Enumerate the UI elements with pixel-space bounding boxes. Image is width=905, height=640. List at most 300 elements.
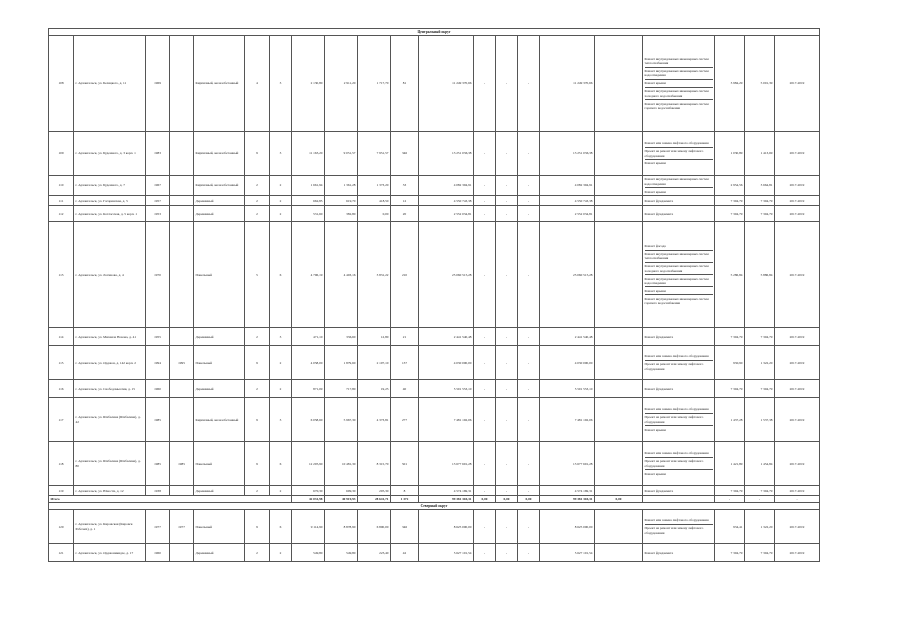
cell-p3: - xyxy=(518,222,540,328)
cell-no: 112 xyxy=(49,206,74,222)
cell-a2: 336,60 xyxy=(325,328,358,346)
cell-a3: 4 373,81 xyxy=(358,398,391,442)
cell-lim: 7 304,79 xyxy=(745,206,775,222)
section-header-central: Центральный округ xyxy=(49,29,820,36)
cell-material: Панельный xyxy=(194,442,245,486)
cell-a1: 12 205,90 xyxy=(292,442,325,486)
cell-lim: 7 304,79 xyxy=(745,544,775,562)
cell-cost: 11 249 370,66 xyxy=(419,36,474,132)
cell-lim: 7 304,79 xyxy=(745,328,775,346)
cell-a2: 8 878,90 xyxy=(325,510,358,544)
total-empty xyxy=(643,496,715,503)
cell-a1: 1 661,94 xyxy=(292,176,325,196)
cell-addr: г. Архангельск, ул. Свободомыслия, д. 15 xyxy=(74,380,146,398)
cell-material: Деревянный xyxy=(194,380,245,398)
cell-floors: 9 xyxy=(245,442,270,486)
cell-pz xyxy=(595,132,643,176)
cell-addr: г. Архангельск, ул. Шабалина (Шабалина), д. 80 xyxy=(74,442,146,486)
cell-material: Деревянный xyxy=(194,486,245,496)
cell-uc: 7 304,79 xyxy=(715,486,745,496)
cell-total: 8 625 000,00 xyxy=(540,510,595,544)
cell-a3: 8 315,70 xyxy=(358,442,391,486)
work-item: Проект на ремонт или замену лифтового оборудования xyxy=(645,148,713,160)
cell-addr: г. Архангельск, ул. Буденного, д. 3 корп. 1 xyxy=(74,132,146,176)
cell-term: 2017-2019 xyxy=(775,206,820,222)
work-item: Ремонт крыши xyxy=(644,427,666,432)
cell-pz xyxy=(595,176,643,196)
cell-cost: 25 060 515,28 xyxy=(419,222,474,328)
cell-material: Деревянный xyxy=(194,206,245,222)
cell-people: 42 xyxy=(391,544,419,562)
cell-p1: - xyxy=(474,176,496,196)
cell-no: 117 xyxy=(49,398,74,442)
register-sheet xyxy=(48,28,820,562)
work-item: Ремонт или замена лифтового оборудования xyxy=(645,450,713,458)
cell-lim: 1 454,84 xyxy=(745,442,775,486)
cell-p2: - xyxy=(496,486,518,496)
total-p2: 0,00 xyxy=(496,496,518,503)
cell-p2: - xyxy=(496,132,518,176)
cell-entr: 3 xyxy=(270,132,292,176)
cell-addr: г. Архангельск, ул. Шабалина (Шабалина), д. 42 xyxy=(74,398,146,442)
cell-entr: 6 xyxy=(270,222,292,328)
work-item: Ремонт фундамента xyxy=(644,488,674,493)
cell-material: Деревянный xyxy=(194,544,245,562)
cell-cost: 4 030 000,00 xyxy=(419,346,474,380)
work-item: Ремонт фундамента xyxy=(644,334,674,339)
cell-lim: 7 304,79 xyxy=(745,486,775,496)
cell-entr: 2 xyxy=(270,346,292,380)
cell-p2: - xyxy=(496,328,518,346)
work-item: Ремонт внутридомовых инженерных систем горячего водоснабжения xyxy=(644,101,709,110)
cell-a2: 382,80 xyxy=(325,206,358,222)
cell-year2: 1985 xyxy=(170,442,194,486)
works-list xyxy=(643,196,715,206)
cell-cost: 2 552 034,81 xyxy=(419,206,474,222)
works-list xyxy=(643,328,715,346)
cell-p1: - xyxy=(474,486,496,496)
cell-people: 277 xyxy=(391,398,419,442)
cell-total: 5 501 553,10 xyxy=(540,380,595,398)
cell-addr: г. Архангельск, ул. Логинова, д. 4 xyxy=(74,222,146,328)
table-row xyxy=(49,206,820,222)
total-lim: - xyxy=(745,496,775,503)
cell-floors: 9 xyxy=(245,510,270,544)
work-item: Ремонт крыши xyxy=(645,287,713,295)
cell-a3: 418,50 xyxy=(358,196,391,206)
cell-term: 2017-2019 xyxy=(775,222,820,328)
work-item: Ремонт фундамента xyxy=(644,550,674,555)
cell-p3: - xyxy=(518,328,540,346)
cell-lim: 7 304,79 xyxy=(745,380,775,398)
cell-addr: г. Архангельск, ул. Буденного, д. 7 xyxy=(74,176,146,196)
work-item: Ремонт крыши xyxy=(644,161,666,166)
cell-p3: - xyxy=(518,442,540,486)
cell-floors: 4 xyxy=(245,36,270,132)
total-people: 1 372 xyxy=(391,496,419,503)
cell-pz xyxy=(595,380,643,398)
work-item: Ремонт крыши xyxy=(644,189,666,194)
cell-a2: 5 967,30 xyxy=(325,398,358,442)
cell-p3: - xyxy=(518,176,540,196)
cell-year2 xyxy=(170,132,194,176)
table-row xyxy=(49,510,820,544)
cell-people: 20 xyxy=(391,206,419,222)
cell-people: 40 xyxy=(391,380,419,398)
cell-a3: 205,30 xyxy=(358,486,391,496)
cell-floors: 9 xyxy=(245,346,270,380)
cell-addr: г. Архангельск, ул. Котласская, д. 5 корп. 1 xyxy=(74,206,146,222)
cell-p3: - xyxy=(518,196,540,206)
cell-cost: 2 441 540,48 xyxy=(419,328,474,346)
cell-pz xyxy=(595,328,643,346)
cell-p1: - xyxy=(474,398,496,442)
cell-p1: - xyxy=(474,380,496,398)
cell-material: Кирпичный, железобетонный xyxy=(194,36,245,132)
work-item: Ремонт фундамента xyxy=(644,198,674,203)
cell-total: 4 550 743,38 xyxy=(540,196,595,206)
cell-year2 xyxy=(170,544,194,562)
cell-floors: 2 xyxy=(245,544,270,562)
cell-people: 12 xyxy=(391,196,419,206)
cell-entr: 2 xyxy=(270,544,292,562)
total-total: 99 381 304,31 xyxy=(540,496,595,503)
cell-p2: - xyxy=(496,176,518,196)
cell-floors: 2 xyxy=(245,176,270,196)
cell-pz xyxy=(595,510,643,544)
cell-term: 2017-2019 xyxy=(775,398,820,442)
work-item: Ремонт внутридомовых инженерных систем холодного водоснабжения xyxy=(645,263,713,275)
cell-uc: 7 304,79 xyxy=(715,544,745,562)
cell-term: 2017-2019 xyxy=(775,346,820,380)
cell-uc: 5 286,84 xyxy=(715,222,745,328)
cell-year2: 1995 xyxy=(170,346,194,380)
cell-no: 120 xyxy=(49,510,74,544)
cell-lim: 1 537,38 xyxy=(745,398,775,442)
table-row xyxy=(49,132,820,176)
cell-addr: г. Архангельск, ул. Михаила Новова, д. 41 xyxy=(74,328,146,346)
work-item: Ремонт или замена лифтового оборудования xyxy=(645,517,713,525)
cell-cost: 5 501 553,10 xyxy=(419,380,474,398)
cell-no: 121 xyxy=(49,544,74,562)
cell-a2: 2 911,20 xyxy=(325,36,358,132)
cell-addr: г. Архангельск, ул. Орджон, д. 142 корп. 2 xyxy=(74,346,146,380)
cell-year: 1977 xyxy=(146,510,170,544)
cell-people: 501 xyxy=(391,442,419,486)
cell-p1: - xyxy=(474,222,496,328)
total-a1: 42 031,98 xyxy=(292,496,325,503)
cell-pz xyxy=(595,486,643,496)
cell-uc: 7 304,79 xyxy=(715,206,745,222)
cell-year: 1994 xyxy=(146,346,170,380)
works-list xyxy=(643,346,715,380)
cell-pz xyxy=(595,544,643,562)
cell-cost: 4 550 743,38 xyxy=(419,196,474,206)
cell-entr: 2 xyxy=(270,176,292,196)
cell-p3: - xyxy=(518,36,540,132)
cell-pz xyxy=(595,222,643,328)
cell-a2: 10 481,30 xyxy=(325,442,358,486)
cell-entr: 3 xyxy=(270,398,292,442)
cell-year: 1957 xyxy=(146,196,170,206)
cell-p2: - xyxy=(496,510,518,544)
cell-uc: 934,41 xyxy=(715,510,745,544)
cell-floors: 2 xyxy=(245,206,270,222)
cell-entr: 2 xyxy=(270,486,292,496)
table-row xyxy=(49,222,820,328)
cell-floors: 5 xyxy=(245,222,270,328)
cell-a1: 471,10 xyxy=(292,328,325,346)
cell-people: 210 xyxy=(391,222,419,328)
cell-year2 xyxy=(170,176,194,196)
cell-total: 4 082 394,91 xyxy=(540,176,595,196)
cell-people: 137 xyxy=(391,346,419,380)
cell-lim: 1 322,20 xyxy=(745,510,775,544)
cell-total: 2 441 540,48 xyxy=(540,328,595,346)
cell-floors: 9 xyxy=(245,132,270,176)
cell-a2: 549,80 xyxy=(325,544,358,562)
cell-entr: 3 xyxy=(270,328,292,346)
work-item: Ремонт крыши xyxy=(645,80,713,88)
work-item: Ремонт внутридомовых инженерных систем теплоснабжения xyxy=(645,251,713,263)
cell-year: 1953 xyxy=(146,206,170,222)
cell-year2 xyxy=(170,222,194,328)
cell-a3: 223,40 xyxy=(358,544,391,562)
cell-uc: 7 304,79 xyxy=(715,196,745,206)
table-row xyxy=(49,442,820,486)
work-item: Ремонт внутридомовых инженерных систем водоотведения xyxy=(645,176,713,188)
cell-total: 11 249 370,66 xyxy=(540,36,595,132)
cell-entr: 3 xyxy=(270,36,292,132)
cell-uc: 2 954,56 xyxy=(715,176,745,196)
work-item: Проект на ремонт или замену лифтового оборудования xyxy=(645,458,713,470)
cell-uc: 7 304,79 xyxy=(715,328,745,346)
cell-people: 21 xyxy=(391,328,419,346)
cell-a1: 670,30 xyxy=(292,486,325,496)
cell-cost: 4 574 169,31 xyxy=(419,486,474,496)
cell-year: 1960 xyxy=(146,544,170,562)
cell-uc: 3 984,29 xyxy=(715,36,745,132)
works-list xyxy=(643,132,715,176)
table-row xyxy=(49,486,820,496)
work-item: Ремонт или замена лифтового оборудования xyxy=(645,353,713,361)
cell-material: Панельный xyxy=(194,346,245,380)
cell-no: 113 xyxy=(49,222,74,328)
cell-p1: - xyxy=(474,442,496,486)
cell-lim: 5 001,39 xyxy=(745,36,775,132)
cell-p3: - xyxy=(518,380,540,398)
cell-p1: - xyxy=(474,544,496,562)
cell-entr: 2 xyxy=(270,380,292,398)
cell-a2: 1 361,28 xyxy=(325,176,358,196)
cell-year: 1969 xyxy=(146,36,170,132)
cell-p2: - xyxy=(496,544,518,562)
cell-a1: 549,80 xyxy=(292,544,325,562)
cell-total: 2 552 034,81 xyxy=(540,206,595,222)
table-row xyxy=(49,176,820,196)
cell-pz xyxy=(595,206,643,222)
cell-cost: 5 627 101,54 xyxy=(419,544,474,562)
cell-pz xyxy=(595,398,643,442)
cell-lim: 3 664,81 xyxy=(745,176,775,196)
cell-material: Панельный xyxy=(194,222,245,328)
cell-a3: 6 800,00 xyxy=(358,510,391,544)
cell-no: 109 xyxy=(49,132,74,176)
cell-pz xyxy=(595,36,643,132)
cell-addr: г. Архангельск, ул. Кировская (Кировск Рабочих), д. 1 xyxy=(74,510,146,544)
cell-a3: 12,80 xyxy=(358,328,391,346)
work-item: Ремонт или замена лифтового оборудования xyxy=(645,406,713,414)
cell-cost: 4 082 394,91 xyxy=(419,176,474,196)
total-pz: 0,00 xyxy=(595,496,643,503)
cell-year: 1938 xyxy=(146,486,170,496)
cell-year: 1955 xyxy=(146,328,170,346)
cell-year2 xyxy=(170,206,194,222)
total-row xyxy=(49,496,820,503)
cell-material: Кирпичный, железобетонный xyxy=(194,398,245,442)
cell-year2: 1977 xyxy=(170,510,194,544)
cell-entr: 2 xyxy=(270,196,292,206)
total-p1: 0,00 xyxy=(474,496,496,503)
cell-term: 2017-2019 xyxy=(775,36,820,132)
cell-a1: 4 796,19 xyxy=(292,222,325,328)
works-list xyxy=(643,206,715,222)
cell-a1: 4 058,00 xyxy=(292,346,325,380)
cell-p1: - xyxy=(474,206,496,222)
cell-floors: 9 xyxy=(245,398,270,442)
repair-program-table xyxy=(48,28,820,562)
cell-addr: г. Архангельск, ул. Юности, д. 12 xyxy=(74,486,146,496)
cell-p2: - xyxy=(496,398,518,442)
work-item: Ремонт внутридомовых инженерных систем холодного водоснабжения xyxy=(645,88,713,100)
cell-year: 1983 xyxy=(146,132,170,176)
cell-total: 13 251 036,38 xyxy=(540,132,595,176)
work-item: Проект на ремонт или замену лифтового оборудования xyxy=(644,362,704,371)
cell-uc: 1 421,89 xyxy=(715,442,745,486)
cell-material: Кирпичный, железобетонный xyxy=(194,132,245,176)
cell-people: 8 xyxy=(391,486,419,496)
cell-p1: - xyxy=(474,196,496,206)
work-item: Ремонт внутридомовых инженерных систем теплоснабжения xyxy=(645,56,713,68)
cell-term: 2017-2019 xyxy=(775,196,820,206)
cell-total: 25 060 515,28 xyxy=(540,222,595,328)
cell-a1: 662,85 xyxy=(292,196,325,206)
cell-year: 1985 xyxy=(146,442,170,486)
cell-a3: 7 951,57 xyxy=(358,132,391,176)
cell-a3: 19,23 xyxy=(358,380,391,398)
cell-p3: - xyxy=(518,398,540,442)
cell-p2: - xyxy=(496,196,518,206)
cell-a3: 1 717,70 xyxy=(358,36,391,132)
cell-cost: 7 481 192,06 xyxy=(419,398,474,442)
works-list xyxy=(643,380,715,398)
table-row xyxy=(49,380,820,398)
total-a2: 40 919,93 xyxy=(325,496,358,503)
work-item: Ремонт фундамента xyxy=(644,211,674,216)
work-item: Проект на ремонт или замену лифтового оборудования xyxy=(645,414,713,426)
cell-p2: - xyxy=(496,442,518,486)
cell-people: 81 xyxy=(391,36,419,132)
cell-entr: 6 xyxy=(270,442,292,486)
cell-a3: 0,00 xyxy=(358,206,391,222)
work-item: Ремонт внутридомовых инженерных систем горячего водоснабжения xyxy=(644,296,709,305)
table-row xyxy=(49,328,820,346)
section-header-north: Северный округ xyxy=(49,503,820,510)
cell-no: 118 xyxy=(49,442,74,486)
cell-cost: 13 677 691,28 xyxy=(419,442,474,486)
table-row xyxy=(49,196,820,206)
cell-term: 2017-2019 xyxy=(775,442,820,486)
total-a3: 28 641,71 xyxy=(358,496,391,503)
work-item: Ремонт фундамента xyxy=(644,386,674,391)
table-row xyxy=(49,36,820,132)
table-row xyxy=(49,346,820,380)
works-list xyxy=(643,544,715,562)
work-item: Ремонт внутридомовых инженерных систем водоотведения xyxy=(645,68,713,80)
cell-year: 1970 xyxy=(146,222,170,328)
cell-a2: 619,70 xyxy=(325,196,358,206)
total-uc: - xyxy=(715,496,745,503)
cell-year2 xyxy=(170,380,194,398)
cell-p3: - xyxy=(518,206,540,222)
cell-addr: г. Архангельск, ул. Орджоникидзе, д. 17 xyxy=(74,544,146,562)
cell-p1: - xyxy=(474,510,496,544)
cell-people: 346 xyxy=(391,510,419,544)
cell-uc: 930,90 xyxy=(715,346,745,380)
work-item: Ремонт крыши xyxy=(644,471,666,476)
cell-term: 2017-2019 xyxy=(775,176,820,196)
cell-p2: - xyxy=(496,222,518,328)
cell-a1: 871,09 xyxy=(292,380,325,398)
cell-term: 2017-2019 xyxy=(775,132,820,176)
cell-p3: - xyxy=(518,486,540,496)
cell-lim: 1 413,69 xyxy=(745,132,775,176)
cell-total: 5 627 101,54 xyxy=(540,544,595,562)
cell-a2: 9 051,57 xyxy=(325,132,358,176)
cell-a1: 2 130,80 xyxy=(292,36,325,132)
cell-year: 1967 xyxy=(146,176,170,196)
cell-a3: 1 373,20 xyxy=(358,176,391,196)
works-list xyxy=(643,222,715,328)
cell-no: 119 xyxy=(49,486,74,496)
cell-p1: - xyxy=(474,328,496,346)
cell-p2: - xyxy=(496,346,518,380)
cell-p2: - xyxy=(496,206,518,222)
cell-p3: - xyxy=(518,544,540,562)
cell-lim: 1 322,20 xyxy=(745,346,775,380)
cell-lim: 5 886,84 xyxy=(745,222,775,328)
cell-term: 2017-2019 xyxy=(775,380,820,398)
total-cost: 99 381 304,31 xyxy=(419,496,474,503)
cell-year2 xyxy=(170,486,194,496)
works-list xyxy=(643,36,715,132)
cell-p1: - xyxy=(474,346,496,380)
cell-no: 111 xyxy=(49,196,74,206)
cell-term: 2017-2019 xyxy=(775,328,820,346)
cell-material: Деревянный xyxy=(194,328,245,346)
total-term: - xyxy=(775,496,820,503)
works-list xyxy=(643,442,715,486)
works-list xyxy=(643,510,715,544)
cell-pz xyxy=(595,196,643,206)
cell-a1: 9 114,90 xyxy=(292,510,325,544)
cell-no: 110 xyxy=(49,176,74,196)
cell-floors: 2 xyxy=(245,380,270,398)
cell-year2 xyxy=(170,196,194,206)
cell-people: 346 xyxy=(391,132,419,176)
cell-floors: 2 xyxy=(245,486,270,496)
cell-people: 33 xyxy=(391,176,419,196)
